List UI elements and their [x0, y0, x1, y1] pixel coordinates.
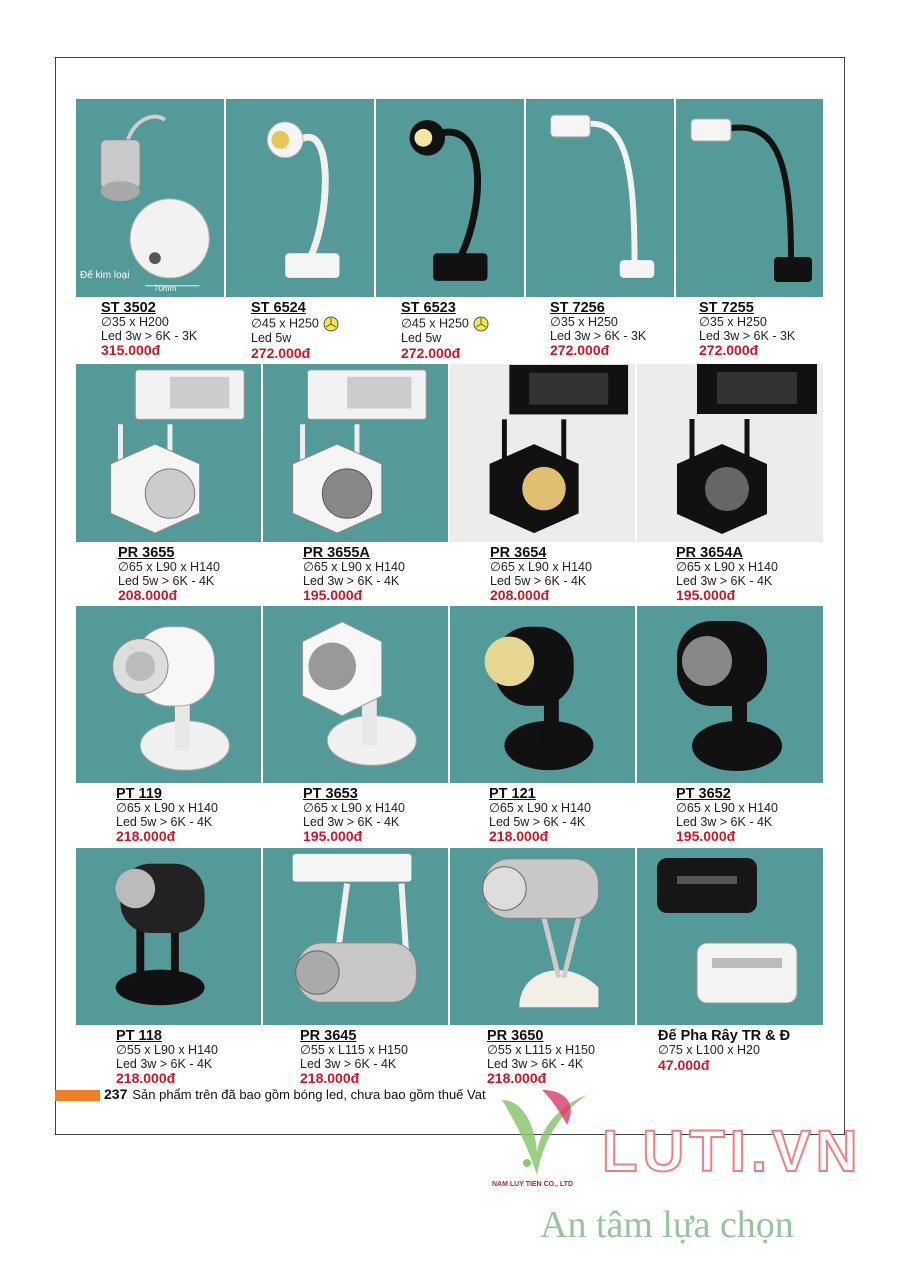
product-led-spec: Led 5w > 6K - 4K: [489, 814, 586, 829]
product-dimensions: ∅65 x L90 x H140: [676, 801, 778, 815]
product-image-st3502[interactable]: [76, 99, 226, 297]
product-image-pr3655a[interactable]: [263, 364, 450, 542]
product-info-st6524: [251, 300, 339, 361]
product-dimensions: ∅35 x H250: [550, 315, 618, 329]
product-info-pt3652: [676, 786, 778, 844]
product-info-pt118: [116, 1028, 218, 1086]
product-led-spec: Led 3w > 6K - 4K: [303, 573, 400, 588]
product-code: PR 3655A: [303, 545, 370, 561]
product-image-st7256[interactable]: [526, 99, 676, 297]
product-price: 315.000đ: [101, 342, 161, 358]
product-price: 272.000đ: [251, 344, 311, 361]
product-info-st7256: [550, 300, 646, 358]
product-info-pt119: [116, 786, 218, 844]
page-accent-bar: [55, 1090, 100, 1101]
product-image-pt3653[interactable]: [263, 606, 450, 783]
product-code: ST 7256: [550, 300, 605, 316]
product-dimensions: ∅35 x H250: [699, 315, 767, 329]
product-code: PR 3655: [118, 545, 175, 561]
product-code: PT 119: [116, 786, 162, 802]
product-dimensions: ∅75 x L100 x H20: [658, 1043, 760, 1057]
product-dimensions: ∅55 x L115 x H150: [300, 1043, 408, 1057]
product-dimensions: ∅65 x L90 x H140: [489, 801, 591, 815]
product-image-pr3650[interactable]: [450, 848, 637, 1025]
product-led-spec: Led 3w > 6K - 4K: [116, 1056, 213, 1071]
product-info-pr3645: [300, 1028, 408, 1086]
product-image-track-base[interactable]: [637, 848, 823, 1025]
product-price: 195.000đ: [303, 828, 363, 844]
product-price: 208.000đ: [490, 587, 550, 603]
product-info-pr3654a: [676, 545, 778, 603]
product-row-1: [76, 99, 823, 297]
product-image-st7255[interactable]: [676, 99, 823, 297]
product-price: 218.000đ: [116, 1070, 176, 1086]
product-image-st6524[interactable]: [226, 99, 376, 297]
product-price: 208.000đ: [118, 587, 178, 603]
product-info-st6523: [401, 300, 489, 361]
product-led-spec: Led 3w > 6K - 3K: [101, 328, 198, 343]
product-price: 272.000đ: [550, 342, 610, 358]
product-price: 272.000đ: [699, 342, 759, 358]
product-dimensions: ∅65 x L90 x H140: [303, 560, 405, 574]
product-image-pr3654a[interactable]: [637, 364, 823, 542]
product-info-pr3650: [487, 1028, 595, 1086]
product-code: PT 3653: [303, 786, 358, 802]
page-number: 237: [104, 1086, 128, 1102]
product-info-pt121: [489, 786, 591, 844]
product-code: PR 3650: [487, 1028, 544, 1044]
product-led-spec: Led 3w > 6K - 4K: [487, 1056, 584, 1071]
product-code: Đế Pha Rây TR & Đ: [658, 1028, 791, 1044]
product-dimensions: ∅65 x L90 x H140: [490, 560, 592, 574]
product-led-spec: Led 3w > 6K - 4K: [676, 814, 773, 829]
product-dimensions: ∅65 x L90 x H140: [118, 560, 220, 574]
product-code: PT 118: [116, 1028, 162, 1044]
product-dimensions: ∅55 x L90 x H140: [116, 1043, 218, 1057]
product-code: ST 7255: [699, 300, 754, 316]
product-info-track-base: [658, 1028, 790, 1073]
brand-name: LUTI.VN: [602, 1119, 863, 1184]
product-dimensions: ∅65 x L90 x H140: [116, 801, 218, 815]
product-price: 47.000đ: [658, 1056, 710, 1073]
product-info-st7255: [699, 300, 795, 358]
product-image-pt119[interactable]: [76, 606, 263, 783]
product-dimensions: ∅55 x L115 x H150: [487, 1043, 595, 1057]
product-row-3: [76, 606, 823, 783]
product-image-pt118[interactable]: [76, 848, 263, 1025]
product-led-spec: Led 3w > 6K - 3K: [699, 328, 796, 343]
product-code: PT 3652: [676, 786, 731, 802]
product-led-spec: Led 5w > 6K - 4K: [118, 573, 215, 588]
product-code: PR 3645: [300, 1028, 357, 1044]
product-image-pt121[interactable]: [450, 606, 637, 783]
product-price: 272.000đ: [401, 344, 461, 361]
product-image-st6523[interactable]: [376, 99, 526, 297]
yellow-light-icon: [473, 316, 489, 332]
product-code: PR 3654: [490, 545, 547, 561]
product-price: 195.000đ: [676, 587, 736, 603]
product-dimensions: ∅45 x H250: [401, 316, 469, 331]
footer-text: Sản phẩm trên đã bao gồm bóng led, chưa bao gồm thuế Vat: [132, 1087, 486, 1102]
product-info-pr3655a: [303, 545, 405, 603]
product-led-spec: Led 3w > 6K - 4K: [303, 814, 400, 829]
yellow-light-icon: [323, 316, 339, 332]
product-price: 195.000đ: [676, 828, 736, 844]
product-code: ST 3502: [101, 300, 156, 316]
product-info-st3502: [101, 300, 197, 358]
product-row-2: [76, 364, 823, 542]
product-image-pr3655[interactable]: [76, 364, 263, 542]
product-dimensions: ∅45 x H250: [251, 316, 319, 331]
product-led-spec: Led 3w > 6K - 4K: [300, 1056, 397, 1071]
product-image-pr3645[interactable]: [263, 848, 450, 1025]
product-info-pr3655: [118, 545, 220, 603]
product-row-4: [76, 848, 823, 1025]
product-led-spec: Led 5w > 6K - 4K: [116, 814, 213, 829]
product-led-spec: Led 5w: [401, 331, 442, 345]
base-size-label: 70mm: [154, 284, 177, 293]
company-name: NAM LUY TIEN CO., LTD: [492, 1181, 574, 1188]
product-code: ST 6524: [251, 300, 306, 316]
product-dimensions: ∅65 x L90 x H140: [303, 801, 405, 815]
product-price: 218.000đ: [116, 828, 176, 844]
base-material-note: Đế kim loại: [80, 270, 130, 281]
product-led-spec: Led 5w > 6K - 4K: [490, 573, 587, 588]
product-code: PT 121: [489, 786, 536, 802]
brand-slogan: An tâm lựa chọn: [540, 1204, 794, 1246]
product-info-pt3653: [303, 786, 405, 844]
product-image-pt3652[interactable]: [637, 606, 823, 783]
product-image-pr3654[interactable]: [450, 364, 637, 542]
product-dimensions: ∅35 x H200: [101, 315, 169, 329]
product-price: 218.000đ: [489, 828, 549, 844]
product-code: ST 6523: [401, 300, 456, 316]
product-led-spec: Led 3w > 6K - 4K: [676, 573, 773, 588]
product-price: 218.000đ: [487, 1070, 547, 1086]
product-info-pr3654: [490, 545, 592, 603]
product-dimensions: ∅65 x L90 x H140: [676, 560, 778, 574]
product-price: 218.000đ: [300, 1070, 360, 1086]
product-code: PR 3654A: [676, 545, 743, 561]
product-price: 195.000đ: [303, 587, 363, 603]
product-led-spec: Led 5w: [251, 331, 292, 345]
footer-note: [104, 1086, 486, 1102]
product-led-spec: Led 3w > 6K - 3K: [550, 328, 647, 343]
